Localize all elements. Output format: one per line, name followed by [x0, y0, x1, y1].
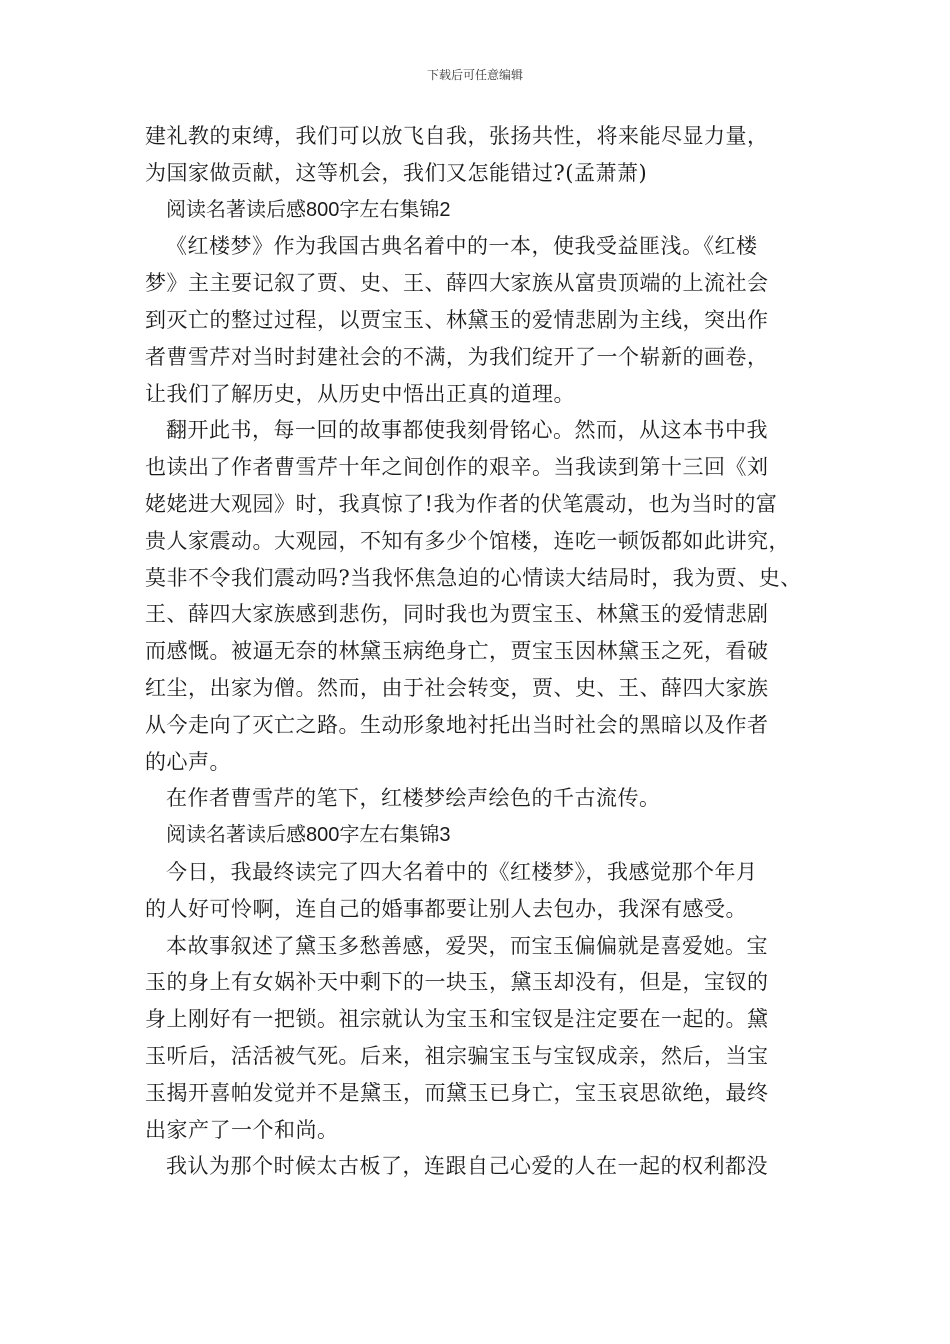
text-line: 贵人家震动。大观园，不知有多少个馆楼，连吃一顿饭都如此讲究， [145, 528, 790, 553]
text-line: 身上刚好有一把锁。祖宗就认为宝玉和宝钗是注定要在一起的。黛 [145, 1007, 769, 1032]
text-line: 我认为那个时候太古板了，连跟自己心爱的人在一起的权利都没 [166, 1154, 768, 1179]
text-line: 莫非不令我们震动吗?当我怀焦急迫的心情读大结局时，我为贾、史、 [145, 565, 802, 590]
text-line: 王、薛四大家族感到悲伤，同时我也为贾宝玉、林黛玉的爱情悲剧 [145, 602, 769, 627]
text-line: 梦》主主要记叙了贾、史、王、薛四大家族从富贵顶端的上流社会 [145, 271, 769, 296]
text-line: 玉的身上有女娲补天中剩下的一块玉，黛玉却没有，但是，宝钗的 [145, 970, 769, 995]
text-line: 而感慨。被逼无奈的林黛玉病绝身亡，贾宝玉因林黛玉之死，看破 [145, 639, 769, 664]
text-line: 为国家做贡献，这等机会，我们又怎能错过?(孟萧萧) [145, 160, 648, 185]
page-header: 下载后可任意编辑 [426, 68, 523, 82]
text-line: 到灭亡的整过过程，以贾宝玉、林黛玉的爱情悲剧为主线，突出作 [145, 307, 769, 332]
text-line: 让我们了解历史，从历史中悟出正真的道理。 [145, 381, 575, 406]
text-line: 本故事叙述了黛玉多愁善感，爱哭，而宝玉偏偏就是喜爱她。宝 [166, 933, 768, 958]
section-heading: 阅读名著读后感800字左右集锦2 [166, 198, 451, 221]
text-line: 者曹雪芹对当时封建社会的不满，为我们绽开了一个崭新的画卷， [145, 344, 769, 369]
text-line: 翻开此书，每一回的故事都使我刻骨铭心。然而，从这本书中我 [166, 418, 768, 443]
text-line: 出家产了一个和尚。 [145, 1117, 339, 1142]
document-body [145, 118, 810, 1185]
text-line: 《红楼梦》作为我国古典名着中的一本，使我受益匪浅。《红楼 [166, 234, 758, 259]
text-line: 建礼教的束缚，我们可以放飞自我，张扬共性，将来能尽显力量， [145, 124, 769, 148]
section-heading: 阅读名著读后感800字左右集锦3 [166, 824, 451, 847]
text-line: 的心声。 [145, 749, 231, 774]
text-line: 姥姥进大观园》时，我真惊了!我为作者的伏笔震动，也为当时的富 [145, 491, 778, 516]
text-line: 在作者曹雪芹的笔下，红楼梦绘声绘色的千古流传。 [166, 786, 661, 811]
text-line: 今日，我最终读完了四大名着中的《红楼梦》，我感觉那个年月 [166, 859, 758, 884]
text-line: 红尘，出家为僧。然而，由于社会转变，贾、史、王、薛四大家族 [145, 675, 769, 700]
text-line: 从今走向了灭亡之路。生动形象地衬托出当时社会的黑暗以及作者 [145, 712, 769, 737]
text-line: 玉听后，活活被气死。后来，祖宗骗宝玉与宝钗成亲，然后，当宝 [145, 1043, 769, 1068]
text-line: 玉揭开喜帕发觉并不是黛玉，而黛玉已身亡，宝玉哀思欲绝，最终 [145, 1080, 769, 1105]
text-line: 也读出了作者曹雪芹十年之间创作的艰辛。当我读到第十三回《刘 [145, 455, 769, 480]
text-line: 的人好可怜啊，连自己的婚事都要让别人去包办，我深有感受。 [145, 896, 747, 921]
